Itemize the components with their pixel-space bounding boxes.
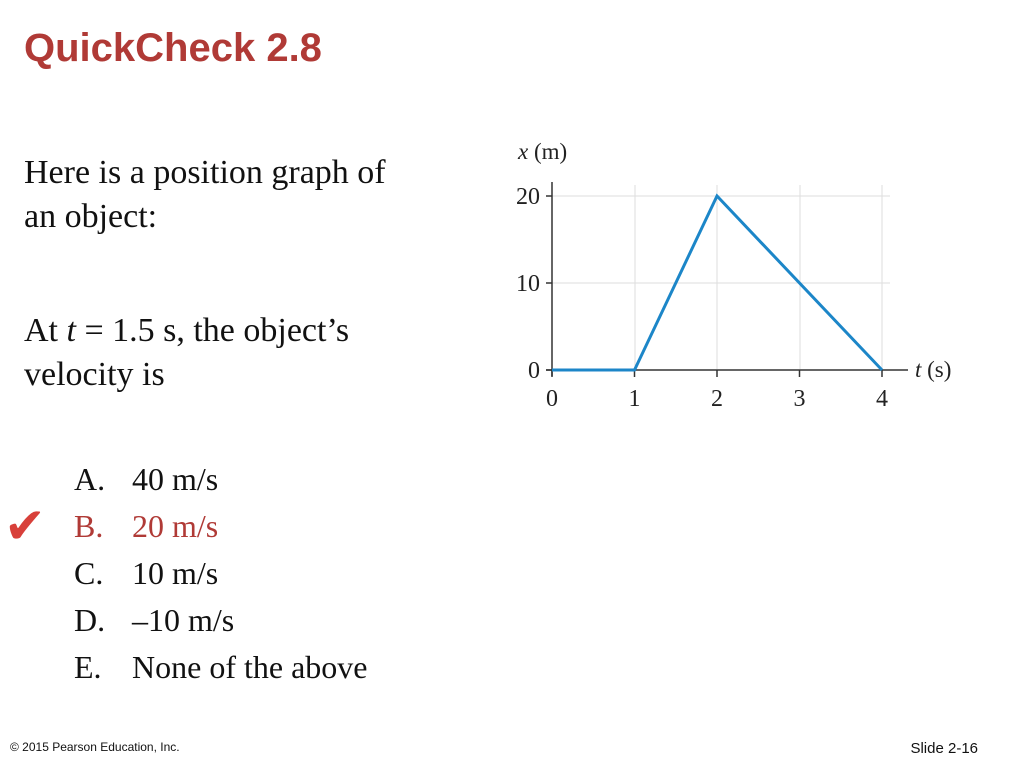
correct-answer-checkmark-icon: ✔ bbox=[4, 497, 46, 555]
y-axis-label-var: x bbox=[518, 139, 529, 164]
axis-ticks bbox=[546, 196, 882, 377]
x-axis-label-var: t bbox=[915, 357, 922, 382]
x-axis-label bbox=[915, 357, 951, 382]
prompt-question bbox=[24, 309, 424, 397]
y-tick-label: 10 bbox=[516, 271, 540, 297]
answer-choice-letter: D. bbox=[74, 602, 106, 638]
prompt-graph-intro: Here is a position graph of an object: bbox=[24, 154, 386, 235]
answer-choice-text: None of the above bbox=[132, 649, 368, 685]
answer-choice-text: 20 m/s bbox=[132, 508, 219, 544]
answer-choice-text: 40 m/s bbox=[132, 461, 219, 497]
x-tick-label: 3 bbox=[793, 386, 806, 412]
answer-choice[interactable] bbox=[74, 597, 367, 644]
x-tick-label: 1 bbox=[628, 386, 641, 412]
answer-choice-letter: A. bbox=[74, 461, 106, 497]
copyright-footer: © 2015 Pearson Education, Inc. bbox=[10, 740, 180, 754]
prompt-question-post: = 1.5 s, the object’s velocity is bbox=[24, 312, 350, 393]
answer-choice-letter: C. bbox=[74, 555, 104, 591]
answer-choice-letter: B. bbox=[74, 508, 104, 544]
position-time-chart bbox=[490, 130, 990, 430]
y-tick-label: 20 bbox=[516, 184, 540, 210]
answer-choice-letter: E. bbox=[74, 649, 102, 685]
x-tick-label: 4 bbox=[876, 386, 888, 412]
y-axis-label-unit: (m) bbox=[528, 139, 568, 164]
answer-choice[interactable] bbox=[74, 550, 367, 597]
x-tick-label: 2 bbox=[711, 386, 723, 412]
prompt-question-pre: At bbox=[24, 312, 67, 349]
x-axis-label-unit: (s) bbox=[921, 357, 952, 382]
y-axis-label bbox=[517, 139, 567, 164]
answer-choice[interactable] bbox=[74, 456, 367, 503]
answer-choices bbox=[74, 456, 367, 691]
answer-choice-text: 10 m/s bbox=[132, 555, 219, 591]
slide-number: Slide 2-16 bbox=[910, 740, 978, 757]
x-tick-label: 0 bbox=[546, 386, 558, 412]
answer-choice[interactable] bbox=[74, 644, 367, 691]
answer-choice[interactable] bbox=[74, 503, 367, 550]
answer-choice-text: –10 m/s bbox=[132, 602, 235, 638]
prompt-time-variable: t bbox=[66, 312, 76, 349]
y-tick-label: 0 bbox=[528, 358, 540, 384]
tick-labels bbox=[516, 184, 888, 412]
grid-lines bbox=[546, 185, 890, 369]
slide-title: QuickCheck 2.8 bbox=[24, 26, 322, 70]
question-prompt bbox=[24, 151, 424, 397]
